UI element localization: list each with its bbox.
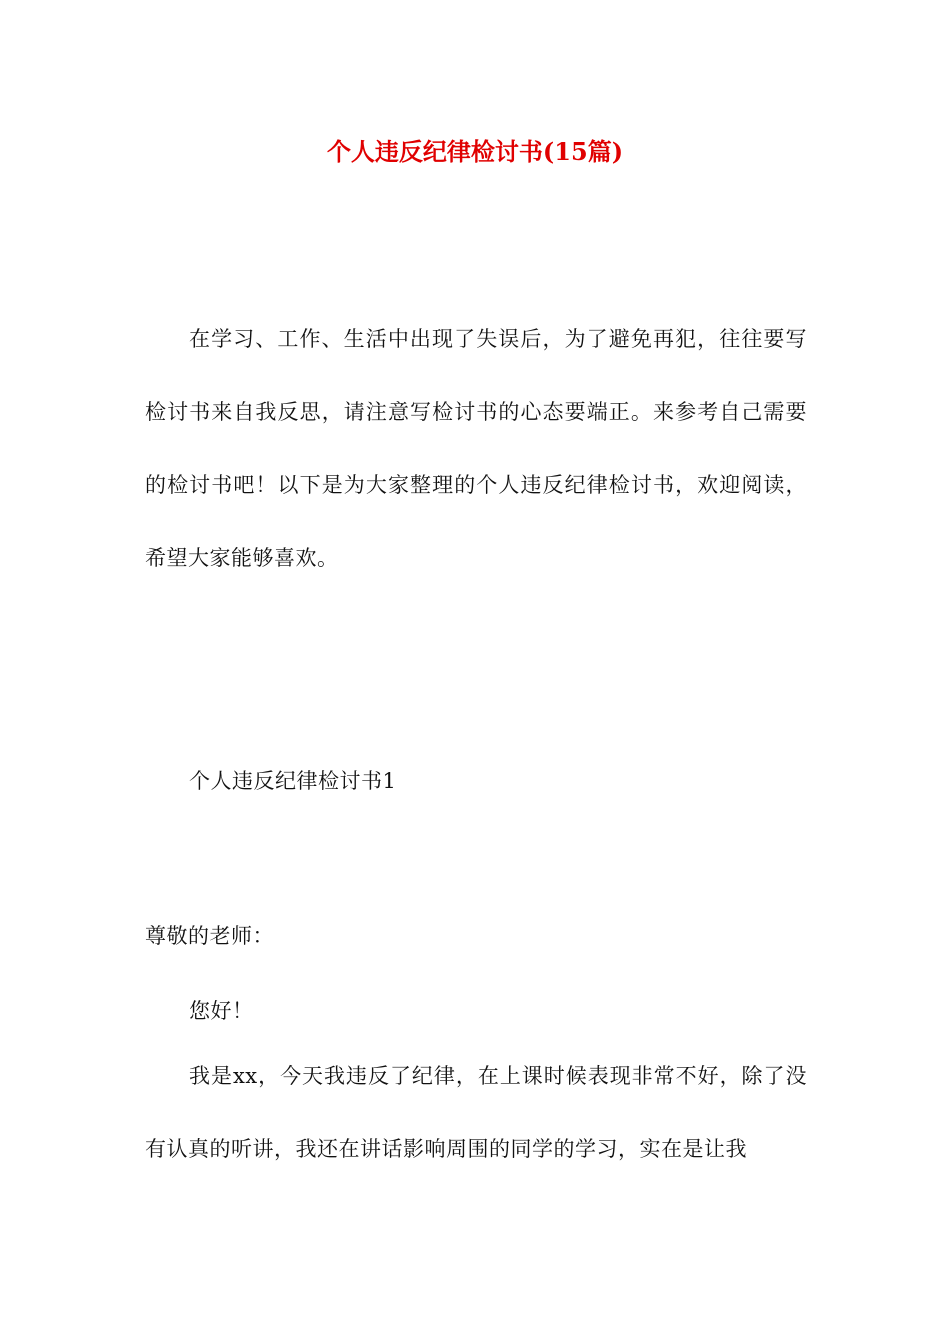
greeting: 您好！: [189, 999, 254, 1023]
salutation: 尊敬的老师：: [145, 924, 274, 948]
document-title: 个人违反纪律检讨书(15篇): [326, 137, 624, 166]
intro-paragraph: 在学习、工作、生活中出现了失误后，为了避免再犯，往往要写检讨书来自我反思，请注意写检讨书的心态要端正。来参考自己需要的检讨书吧！以下是为大家整理的个人违反纪律检讨书，欢迎阅读，希望大家能够喜欢。: [145, 327, 807, 570]
body-paragraph: 我是xx，今天我违反了纪律，在上课时候表现非常不好，除了没有认真的听讲，我还在讲话影响周围的同学的学习，实在是让我: [145, 1064, 807, 1161]
section-heading: 个人违反纪律检讨书1: [189, 769, 397, 793]
